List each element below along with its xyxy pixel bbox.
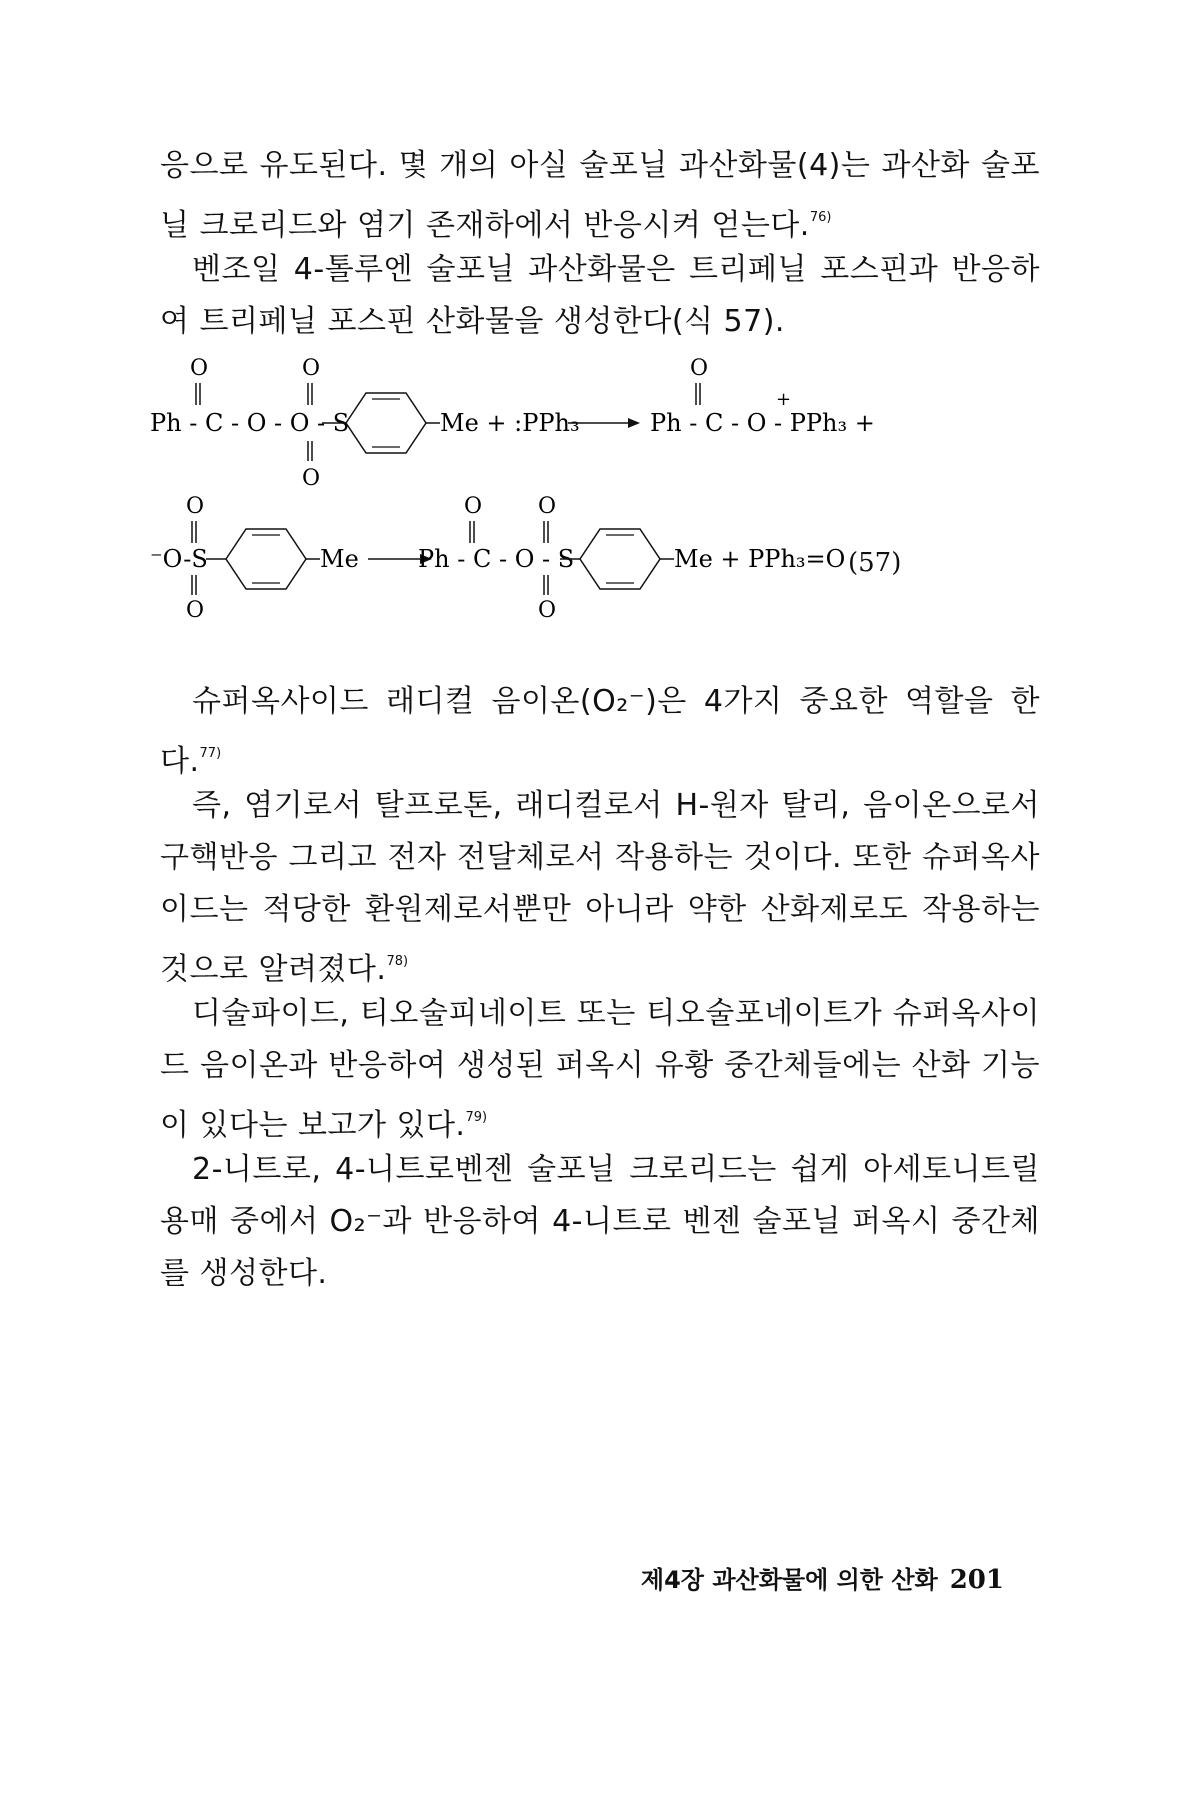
benzene-ring-2 xyxy=(226,529,306,589)
paragraph-2: 벤조일 4-톨루엔 술포닐 과산화물은 트리페닐 포스핀과 반응하여 트리페닐 포스핀 산화물을 생성한다(식 57). xyxy=(160,252,1040,339)
benzene-ring-3 xyxy=(580,529,660,589)
sulfonyl-oxygen-bottom-1: O xyxy=(302,466,321,491)
methyl-plus-phosphine-oxide: Me + PPh₃=O xyxy=(674,545,846,573)
product-ester-label: Ph - C - O - S xyxy=(418,545,575,573)
paragraph-6: 2-니트로, 4-니트로벤젠 술포닐 크로리드는 쉽게 아세토니트릴 용매 중에서 O₂⁻과 반응하여 4-니트로 벤젠 술포닐 퍼옥시 중간체를 생성한다. xyxy=(160,1152,1040,1291)
footnote-ref-76: 76) xyxy=(809,210,832,225)
equation-number: (57) xyxy=(848,548,902,578)
sulfonyl-oxygen-top-2: O xyxy=(538,494,557,519)
methyl-label-2: Me xyxy=(320,545,359,573)
paragraph-1: 응으로 유도된다. 몇 개의 아실 술포닐 과산화물(4)는 과산화 술포닐 크로리드와 염기 존재하에서 반응시켜 얻는다.$^{76)}$ xyxy=(160,148,1040,243)
chapter-title: 제4장 과산화물에 의한 산화 xyxy=(640,1566,938,1594)
peroxide-chain-label: Ph - C - O - O - S xyxy=(150,409,350,437)
sulfinate-oxygen-top: O xyxy=(186,494,205,519)
footnote-ref-78: 78) xyxy=(386,954,409,969)
page-footer xyxy=(641,1560,1004,1595)
sulfonyl-oxygen-top-1: O xyxy=(302,356,321,381)
paragraph-4: 즉, 염기로서 탈프로톤, 래디컬로서 H-원자 탈리, 음이온으로서 구핵반응 그리고 전자 전달체로서 작용하는 것이다. 또한 슈퍼옥사이드는 적당한 환원제로서뿐만 아니라 약한 산화제로도 작용하는 것으로 알려졌다.$^{78)}$ xyxy=(160,788,1040,987)
acyloxyphosphonium-label: Ph - C - O - PPh₃ + xyxy=(650,409,875,437)
reaction-line-2 xyxy=(150,494,845,623)
carbonyl-oxygen-1: O xyxy=(190,356,209,381)
page-number: 201 xyxy=(949,1565,1004,1595)
phosphonium-charge: + xyxy=(776,389,792,410)
sulfinate-oxygen-bottom: O xyxy=(186,598,205,623)
paragraph-3: 슈퍼옥사이드 래디컬 음이온(O₂⁻)은 4가지 중요한 역할을 한다.$^{77)}$ xyxy=(160,684,1040,779)
benzene-ring-1 xyxy=(346,393,426,453)
paragraph-5: 디술파이드, 티오술피네이트 또는 티오술포네이트가 슈퍼옥사이드 음이온과 반응하여 생성된 퍼옥시 유황 중간체들에는 산화 기능이 있다는 보고가 있다.$^{79)}$ xyxy=(160,996,1040,1143)
carbonyl-oxygen-2: O xyxy=(690,356,709,381)
methyl-plus-phosphine: Me + :PPh₃ xyxy=(440,409,580,437)
sulfonyl-oxygen-bottom-2: O xyxy=(538,598,557,623)
reaction-line-1 xyxy=(150,356,875,491)
reaction-scheme xyxy=(150,355,1050,625)
carbonyl-oxygen-3: O xyxy=(464,494,483,519)
chemical-equation-57 xyxy=(150,355,1050,625)
sulfinate-anion-label: ⁻O-S xyxy=(150,545,208,573)
footnote-ref-77: 77) xyxy=(199,746,222,761)
footnote-ref-79: 79) xyxy=(465,1110,488,1125)
